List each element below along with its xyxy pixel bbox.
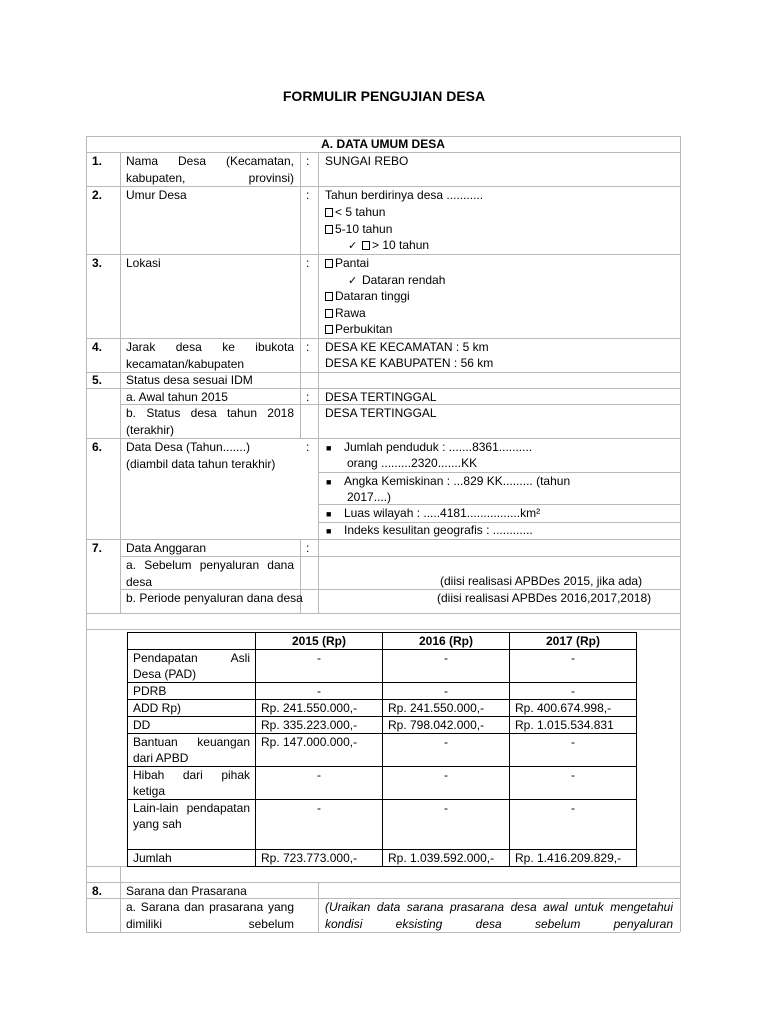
finance-cell: - — [510, 734, 637, 767]
table-row — [128, 717, 637, 734]
finance-cell: - — [256, 767, 383, 800]
row1-number: 1. — [92, 154, 103, 168]
finance-header-2016: 2016 (Rp) — [383, 633, 510, 650]
row3-option-pantai[interactable]: Pantai — [325, 255, 369, 272]
finance-cell: Rp. 241.550.000,- — [256, 700, 383, 717]
row4-number: 4. — [92, 340, 103, 354]
square-bullet-icon: ■ — [326, 509, 332, 519]
finance-label-pdrb: PDRB — [128, 683, 256, 700]
square-bullet-icon: ■ — [326, 526, 332, 536]
finance-cell: Rp. 1.015.534.831 — [510, 717, 637, 734]
table-row — [128, 734, 637, 767]
table-row — [128, 800, 637, 850]
finance-cell: - — [510, 683, 637, 700]
row3-option-dataran-tinggi[interactable]: Dataran tinggi — [325, 288, 410, 305]
check-mark-icon: ✓ — [348, 275, 358, 287]
finance-cell: - — [383, 734, 510, 767]
row2-number: 2. — [92, 188, 103, 202]
row1-colon: : — [306, 154, 310, 168]
row3-label: Lokasi — [126, 256, 161, 270]
row6-poverty-year: 2017....) — [347, 490, 392, 504]
row6-poverty: ■ Angka Kemiskinan : ...829 KK......... (tahun — [326, 473, 570, 491]
row7-number: 7. — [92, 541, 103, 555]
row1-value: SUNGAI REBO — [325, 154, 409, 168]
checkbox-icon[interactable] — [325, 208, 333, 217]
checkbox-icon[interactable] — [325, 292, 333, 301]
finance-cell: - — [256, 800, 383, 850]
finance-label-add: ADD Rp) — [128, 700, 256, 717]
square-bullet-icon: ■ — [326, 477, 332, 487]
row5-label: Status desa sesuai IDM — [126, 373, 253, 387]
row2-label: Umur Desa — [126, 188, 187, 202]
row3-option-rawa[interactable]: Rawa — [325, 305, 366, 322]
finance-header-2015: 2015 (Rp) — [256, 633, 383, 650]
row6-label: Data Desa (Tahun.......) (diambil data tahun terakhir) — [126, 440, 276, 471]
finance-total-2016: Rp. 1.039.592.000,- — [383, 850, 510, 867]
row5b-label: b. Status desa tahun 2018 (terakhir) — [126, 406, 294, 437]
row7a-note: (diisi realisasi APBDes 2015, jika ada) — [440, 574, 643, 588]
row1-label: Nama Desa (Kecamatan, kabupaten, provinsi) — [126, 154, 294, 185]
row7-label: Data Anggaran — [126, 541, 207, 555]
row4-colon: : — [306, 340, 310, 354]
square-bullet-icon: ■ — [326, 443, 332, 453]
finance-label-jumlah: Jumlah — [128, 850, 256, 867]
row3-number: 3. — [92, 256, 103, 270]
row5a-value: DESA TERTINGGAL — [325, 390, 437, 404]
check-mark-icon: ✓ — [348, 240, 358, 252]
checkbox-icon[interactable] — [325, 325, 333, 334]
finance-cell: Rp. 241.550.000,- — [383, 700, 510, 717]
checkbox-icon[interactable] — [362, 241, 370, 250]
finance-total-2017: Rp. 1.416.209.829,- — [510, 850, 637, 867]
finance-cell: - — [256, 683, 383, 700]
row4-distance-kecamatan: DESA KE KECAMATAN : 5 km — [325, 340, 489, 354]
row3-option-perbukitan[interactable]: Perbukitan — [325, 321, 392, 338]
finance-cell: - — [510, 800, 637, 850]
row2-option-lt5[interactable]: < 5 tahun — [325, 204, 385, 221]
finance-cell: Rp. 798.042.000,- — [383, 717, 510, 734]
row5b-value: DESA TERTINGGAL — [325, 406, 437, 420]
row6-colon: : — [306, 440, 310, 454]
finance-cell: - — [383, 800, 510, 850]
finance-cell: Rp. 147.000.000,- — [256, 734, 383, 767]
row6-households: orang .........2320.......KK — [347, 456, 478, 470]
checkbox-icon[interactable] — [325, 309, 333, 318]
row6-population: ■ Jumlah penduduk : .......8361.......... — [326, 439, 532, 457]
row6-geographic-index: ■ Indeks kesulitan geografis : ............ — [326, 522, 533, 540]
row2-colon: : — [306, 188, 310, 202]
row6-area: ■ Luas wilayah : .....4181................km² — [326, 505, 540, 523]
finance-total-2015: Rp. 723.773.000,- — [256, 850, 383, 867]
finance-cell: - — [383, 650, 510, 683]
finance-cell: - — [383, 767, 510, 800]
row5-number: 5. — [92, 373, 103, 387]
row7b-note: (diisi realisasi APBDes 2016,2017,2018) — [437, 591, 652, 605]
row7a-label: a. Sebelum penyaluran dana desa — [126, 558, 294, 589]
row3-option-dataran-rendah[interactable]: ✓ Dataran rendah — [348, 272, 445, 290]
finance-cell: Rp. 335.223.000,- — [256, 717, 383, 734]
table-row — [128, 767, 637, 800]
row8-label: Sarana dan Prasarana — [126, 884, 247, 898]
row2-founding-year: Tahun berdirinya desa ........... — [325, 188, 484, 202]
finance-cell: - — [383, 683, 510, 700]
row7b-label: b. Periode penyaluran dana desa — [126, 591, 303, 605]
finance-label-lain-lain: Lain-lain pendapatan yang sah — [128, 800, 256, 850]
row8-number: 8. — [92, 884, 103, 898]
row4-label: Jarak desa ke ibukota kecamatan/kabupaten — [126, 340, 294, 371]
finance-header-2017: 2017 (Rp) — [510, 633, 637, 650]
finance-cell: - — [510, 650, 637, 683]
checkbox-icon[interactable] — [325, 225, 333, 234]
finance-label-bantuan: Bantuan keuangan dari APBD — [128, 734, 256, 767]
finance-table — [127, 632, 637, 867]
row2-option-5to10[interactable]: 5-10 tahun — [325, 221, 392, 238]
checkbox-icon[interactable] — [325, 259, 333, 268]
row6-number: 6. — [92, 440, 103, 454]
finance-header-blank — [128, 633, 256, 650]
finance-cell: - — [510, 767, 637, 800]
finance-cell: Rp. 400.674.998,- — [510, 700, 637, 717]
row4-distance-kabupaten: DESA KE KABUPATEN : 56 km — [325, 356, 494, 370]
table-row — [128, 650, 637, 683]
finance-header-row — [128, 633, 637, 650]
row5a-label: a. Awal tahun 2015 — [126, 390, 228, 404]
table-row — [128, 850, 637, 867]
section-a-header: A. DATA UMUM DESA — [321, 137, 445, 151]
row8a-note: (Uraikan data sarana prasarana desa awal untuk mengetahui kondisi eksisting desa sebelum penyaluran — [325, 900, 673, 931]
page-title: FORMULIR PENGUJIAN DESA — [282, 88, 486, 104]
table-row — [128, 683, 637, 700]
row8a-label: a. Sarana dan prasarana yang dimiliki sebelum — [126, 900, 294, 931]
row5a-colon: : — [306, 390, 310, 404]
table-row — [128, 700, 637, 717]
finance-label-hibah: Hibah dari pihak ketiga — [128, 767, 256, 800]
finance-label-pad: Pendapatan Asli Desa (PAD) — [128, 650, 256, 683]
finance-label-dd: DD — [128, 717, 256, 734]
row7-colon: : — [306, 541, 310, 555]
finance-cell: - — [256, 650, 383, 683]
row2-option-gt10[interactable]: ✓ > 10 tahun — [348, 237, 429, 255]
row3-colon: : — [306, 256, 310, 270]
